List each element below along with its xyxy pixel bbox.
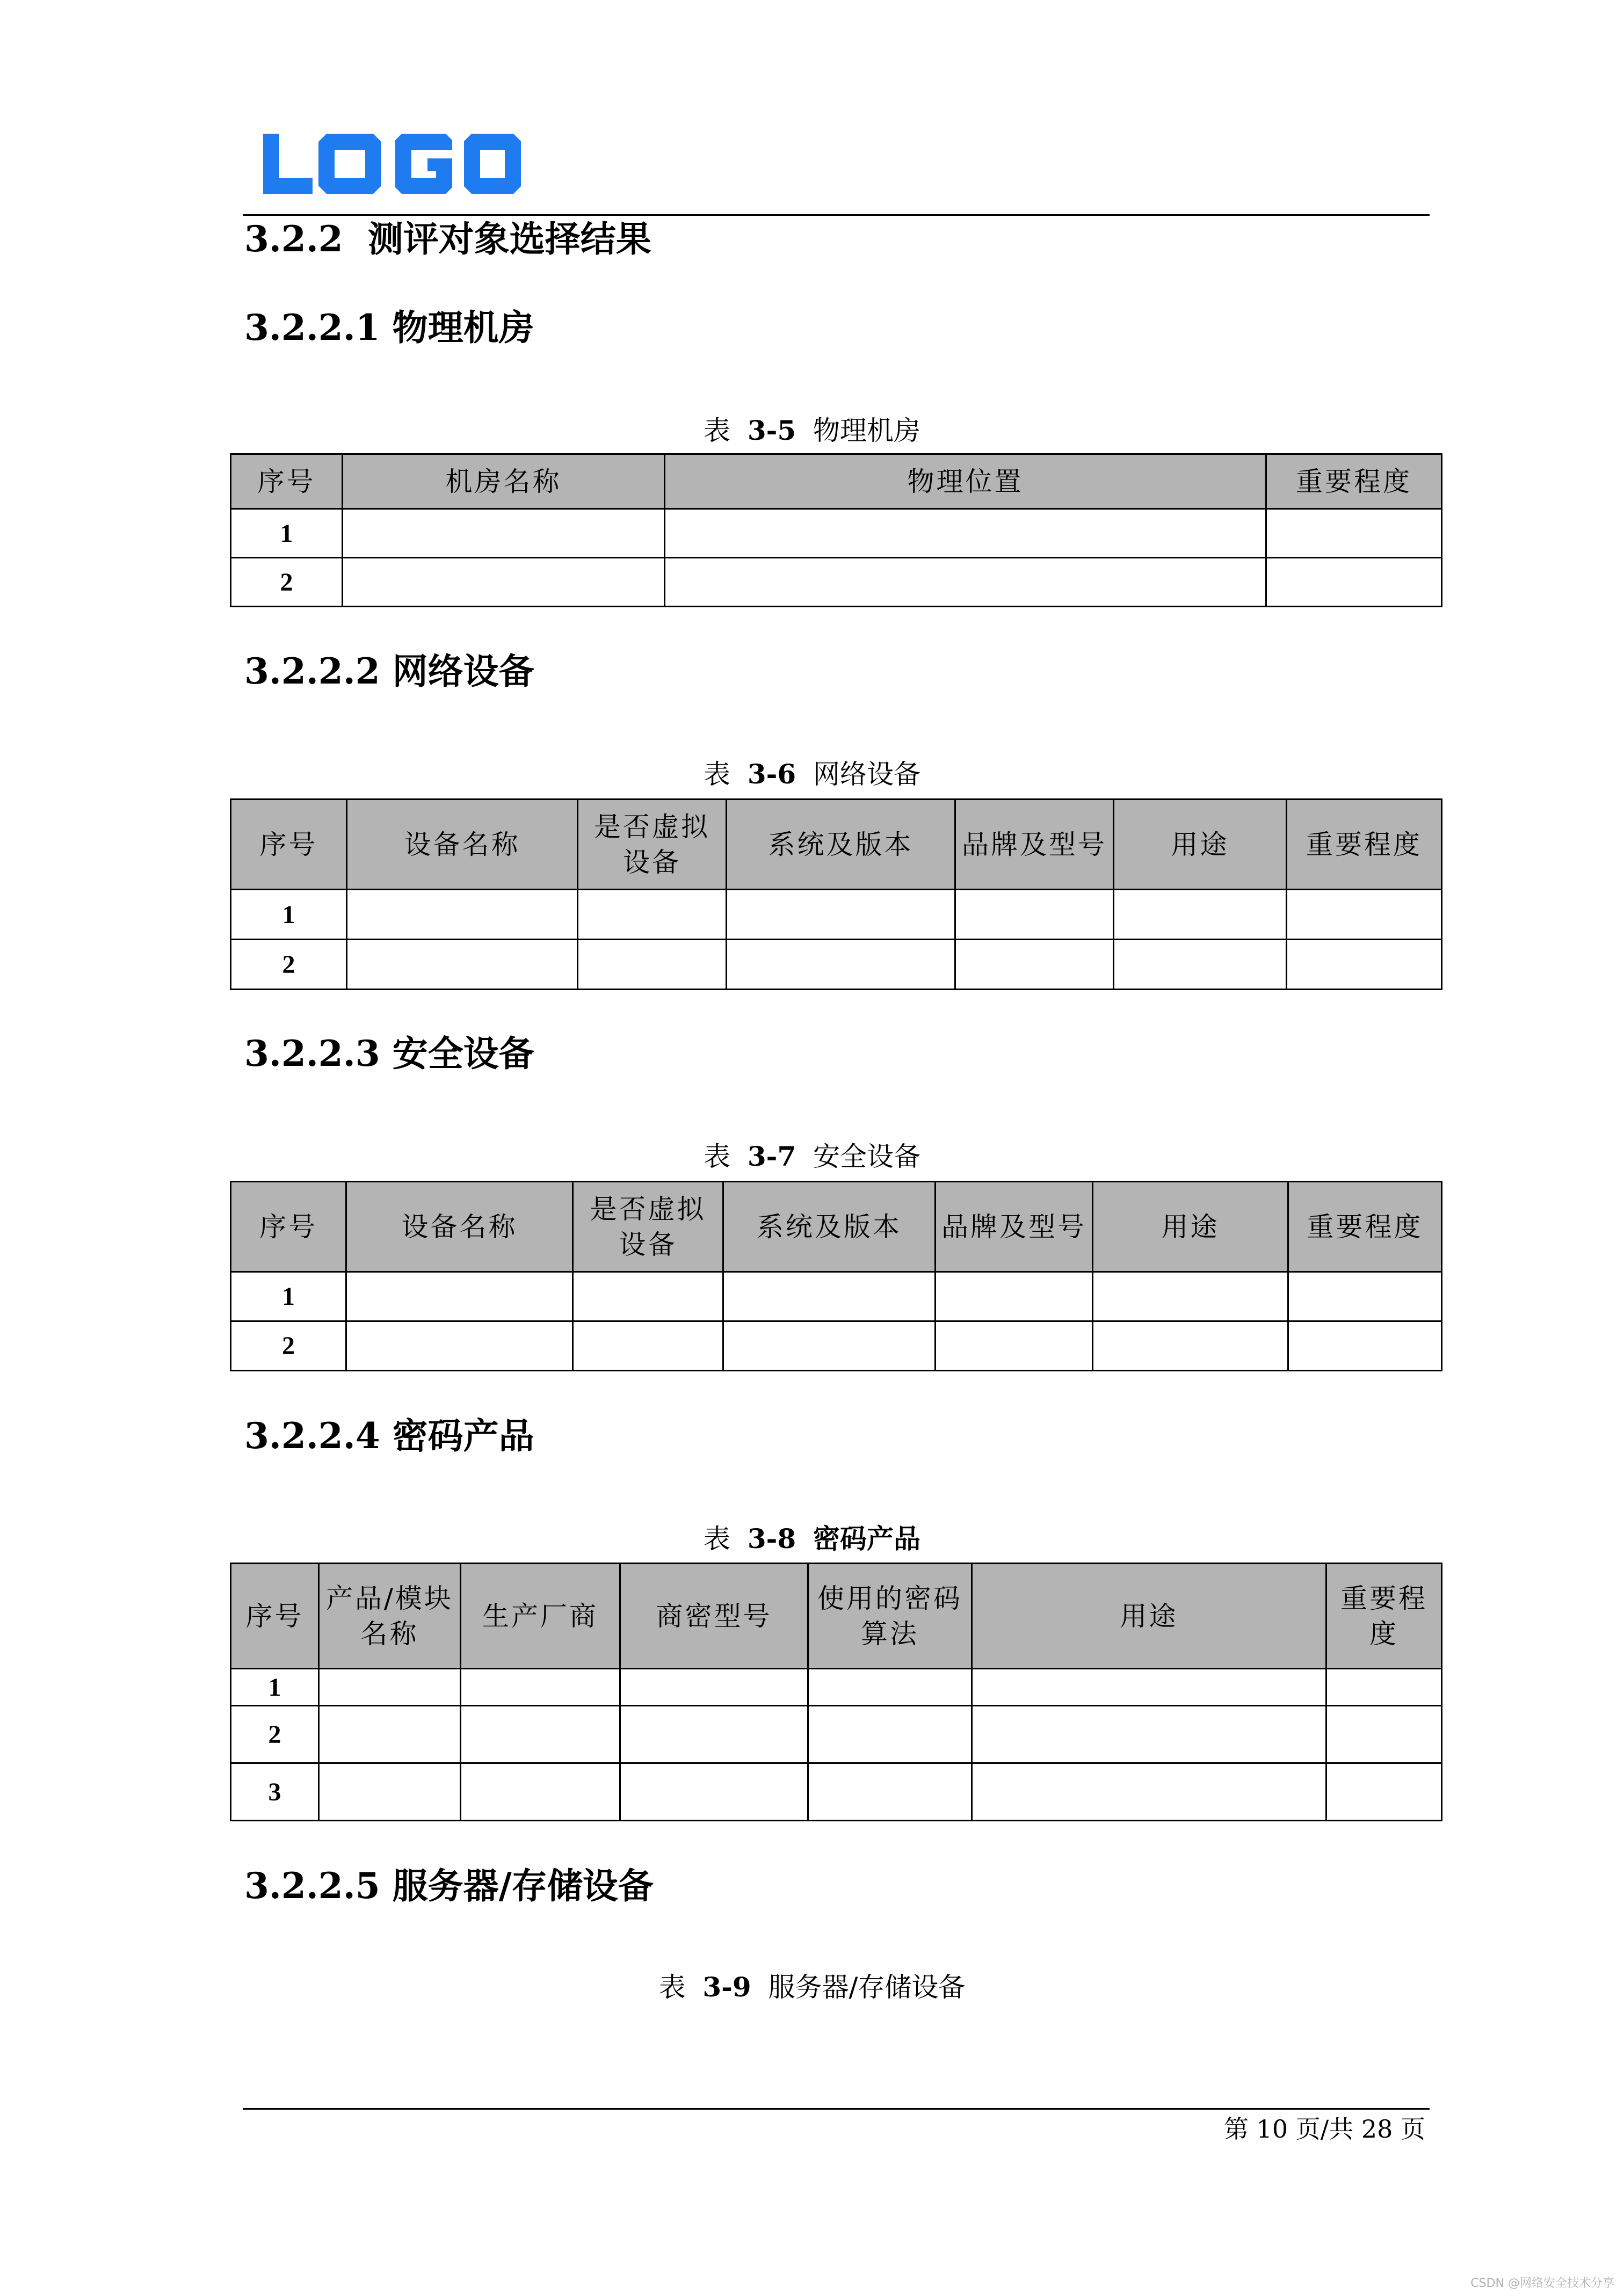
header-cell: 生产厂商: [461, 1564, 620, 1669]
row-index: 2: [231, 1321, 346, 1371]
table-row: [231, 890, 1442, 940]
header-cell: 商密型号: [620, 1564, 808, 1669]
header-cell: 设备名称: [347, 800, 578, 890]
header-cell: 用途: [1114, 800, 1287, 890]
header-cell: 设备名称: [346, 1182, 573, 1272]
header-cell: 序号: [231, 800, 347, 890]
row-index: 2: [231, 558, 343, 607]
table-caption-3-9: 表 3-9 服务器/存储设备: [658, 1971, 966, 2003]
header-cell: 物理位置: [665, 454, 1266, 509]
subsection-heading-crypto-products: 3.2.2.4 密码产品: [244, 1415, 534, 1457]
header-cell: 品牌及型号: [936, 1182, 1093, 1272]
header-cell: 重要程度: [1287, 800, 1442, 890]
subsection-heading-physical-room: 3.2.2.1 物理机房: [244, 307, 534, 348]
page-number: 第 10 页/共 28 页: [1223, 2115, 1425, 2144]
table-security-devices: [230, 1181, 1442, 1371]
table-physical-room: [230, 453, 1442, 607]
row-index: 2: [231, 940, 347, 990]
table-row: [231, 1321, 1442, 1371]
header-cell: 重要程度: [1288, 1182, 1442, 1272]
table-row: [231, 558, 1442, 607]
table-row: [231, 1669, 1442, 1706]
watermark: CSDN @网络安全技术分享: [1470, 2277, 1614, 2290]
table-caption-3-7: 表 3-7 安全设备: [704, 1140, 920, 1172]
table-row: [231, 1706, 1442, 1763]
header-cell: 序号: [231, 1182, 346, 1272]
header-cell: 序号: [231, 1564, 319, 1669]
table-caption-3-8: 表 3-8 密码产品: [704, 1523, 920, 1554]
row-index: 1: [231, 509, 343, 558]
section-heading: 3.2.2 测评对象选择结果: [244, 218, 651, 260]
header-cell: 序号: [231, 454, 343, 509]
header-cell: 系统及版本: [723, 1182, 936, 1272]
row-index: 1: [231, 1272, 346, 1321]
subsection-heading-network-devices: 3.2.2.2 网络设备: [244, 650, 534, 692]
header-cell: 用途: [972, 1564, 1326, 1669]
header-cell: 使用的密码算法: [808, 1564, 972, 1669]
table-row: [231, 1272, 1442, 1321]
header-cell: 用途: [1093, 1182, 1288, 1272]
table-caption-3-6: 表 3-6 网络设备: [704, 758, 920, 790]
header-cell: 产品/模块名称: [319, 1564, 461, 1669]
header-cell: 重要程度: [1266, 454, 1442, 509]
subsection-heading-server-storage: 3.2.2.5 服务器/存储设备: [244, 1865, 654, 1907]
table-crypto-products: [230, 1563, 1442, 1821]
row-index: 2: [231, 1706, 319, 1763]
row-index: 1: [231, 890, 347, 940]
table-caption-3-5: 表 3-5 物理机房: [704, 415, 920, 446]
header-cell: 系统及版本: [727, 800, 955, 890]
header-cell: 重要程度: [1326, 1564, 1442, 1669]
table-row: [231, 509, 1442, 558]
logo: [263, 132, 521, 196]
header-cell: 机房名称: [343, 454, 665, 509]
row-index: 3: [231, 1763, 319, 1821]
header-cell: 是否虚拟设备: [578, 800, 727, 890]
header-cell: 品牌及型号: [955, 800, 1114, 890]
subsection-heading-security-devices: 3.2.2.3 安全设备: [244, 1033, 534, 1074]
table-network-devices: [230, 798, 1442, 990]
row-index: 1: [231, 1669, 319, 1706]
header-cell: 是否虚拟设备: [573, 1182, 723, 1272]
footer-rule: [243, 2108, 1430, 2110]
table-row: [231, 940, 1442, 990]
table-row: [231, 1763, 1442, 1821]
